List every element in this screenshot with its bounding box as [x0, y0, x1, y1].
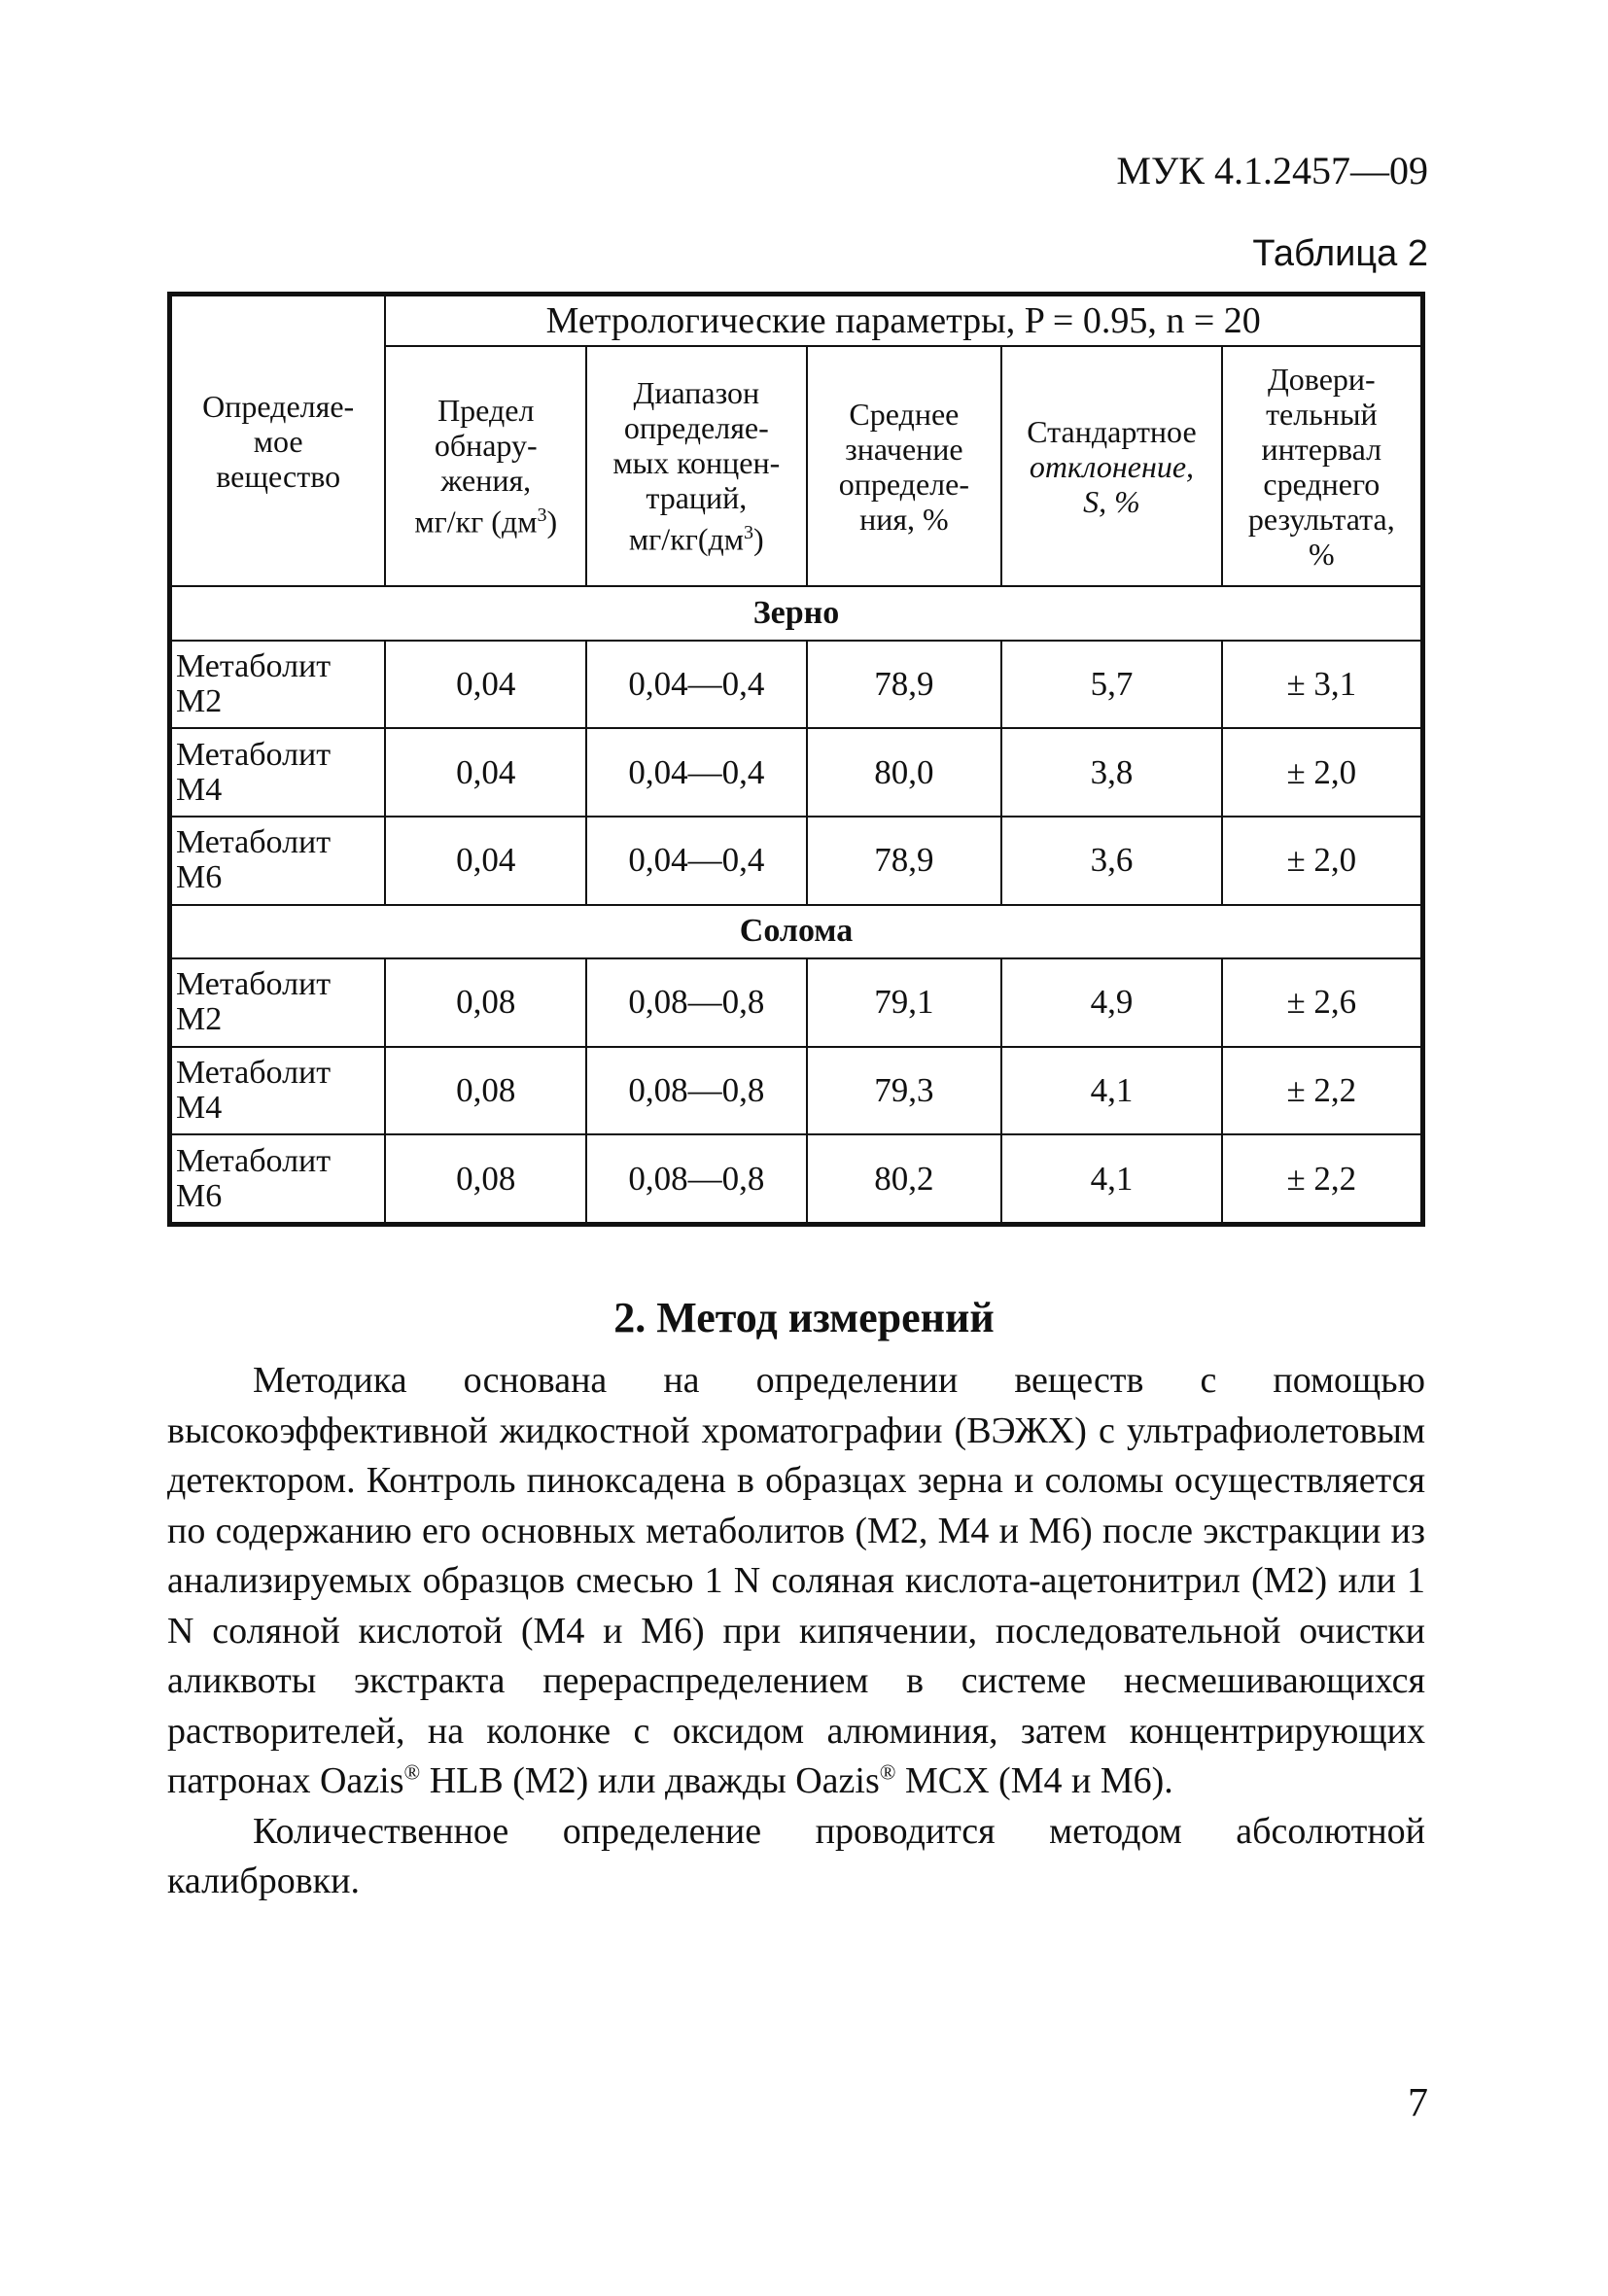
- page-number: 7: [1408, 2081, 1428, 2126]
- table-row: [170, 728, 1423, 817]
- interval-cell: ± 2,0: [1222, 817, 1423, 905]
- range-cell: 0,08—0,8: [586, 1134, 806, 1224]
- range-cell: 0,04—0,4: [586, 817, 806, 905]
- mean-cell: 78,9: [807, 817, 1002, 905]
- section-row-grain: Зерно: [170, 586, 1423, 641]
- document-code: МУК 4.1.2457—09: [1116, 149, 1428, 192]
- section-heading: 2. Метод измерений: [613, 1294, 995, 1341]
- mean-cell: 80,0: [807, 728, 1002, 817]
- interval-cell: ± 2,2: [1222, 1134, 1423, 1224]
- detection-limit-cell: 0,04: [385, 641, 586, 729]
- header-mean-value: Среднее значение определе- ния, %: [807, 346, 1002, 586]
- header-metrology-group: Метрологические параметры, P = 0.95, n = 20: [385, 295, 1422, 347]
- stdev-cell: 3,8: [1001, 728, 1221, 817]
- range-cell: 0,08—0,8: [586, 1047, 806, 1135]
- detection-limit-cell: 0,04: [385, 817, 586, 905]
- substance-name: Метаболит M2: [170, 958, 386, 1047]
- stdev-cell: 3,6: [1001, 817, 1221, 905]
- substance-name: Метаболит M6: [170, 1134, 386, 1224]
- interval-cell: ± 2,0: [1222, 728, 1423, 817]
- substance-name: Метаболит M4: [170, 728, 386, 817]
- stdev-cell: 4,1: [1001, 1047, 1221, 1135]
- stdev-cell: 4,1: [1001, 1134, 1221, 1224]
- header-substance: Определяе- мое вещество: [170, 295, 386, 587]
- stdev-cell: 5,7: [1001, 641, 1221, 729]
- mean-cell: 79,1: [807, 958, 1002, 1047]
- detection-limit-cell: 0,08: [385, 1134, 586, 1224]
- interval-cell: ± 3,1: [1222, 641, 1423, 729]
- range-cell: 0,08—0,8: [586, 958, 806, 1047]
- table-row: [170, 958, 1423, 1047]
- table-label: Таблица 2: [1252, 233, 1428, 274]
- paragraph-method: Методика основана на определении веществ с помощью высокоэффективной жидкостной хроматографии (ВЭЖХ) с ультрафиолетовым детектором. Контроль пиноксадена в образцах зерна и соломы осуществляется по содержанию его основных метаболитов (M2, M4 и M6) после экстракции из анализируемых образцов смесью 1 N соляная кислота-ацетонитрил (M2) или 1 N соляной кислотой (M4 и M6) при кипячении, последовательной очистки аликвоты экстракта перераспределением в системе несмешивающихся растворителей, на колонке с оксидом алюминия, затем концентрирующих патронах Oazis® HLB (M2) или дважды Oazis® MCX (M4 и M6).: [167, 1360, 1425, 1801]
- range-cell: 0,04—0,4: [586, 728, 806, 817]
- header-concentration-range: Диапазон определяе- мых концен- траций, $мг/кг(дм^3)$: [586, 346, 806, 586]
- detection-limit-cell: 0,08: [385, 958, 586, 1047]
- range-cell: 0,04—0,4: [586, 641, 806, 729]
- header-detection-limit: Предел обнару- жения, мг/кг $(дм^3)$: [385, 346, 586, 586]
- table-row: [170, 817, 1423, 905]
- section-row-straw: Солома: [170, 905, 1423, 959]
- table-row: [170, 1134, 1423, 1224]
- mean-cell: 79,3: [807, 1047, 1002, 1135]
- table-row: [170, 1047, 1423, 1135]
- section-body: [167, 1356, 1425, 1907]
- substance-name: Метаболит M6: [170, 817, 386, 905]
- interval-cell: ± 2,6: [1222, 958, 1423, 1047]
- header-confidence-interval: Довери- тельный интервал среднего результата, %: [1222, 346, 1423, 586]
- detection-limit-cell: 0,08: [385, 1047, 586, 1135]
- mean-cell: 78,9: [807, 641, 1002, 729]
- substance-name: Метаболит M2: [170, 641, 386, 729]
- table-row: [170, 641, 1423, 729]
- substance-name: Метаболит M4: [170, 1047, 386, 1135]
- detection-limit-cell: 0,04: [385, 728, 586, 817]
- paragraph-quantification: Количественное определение проводится методом абсолютной калибровки.: [167, 1810, 1425, 1901]
- metrology-table: [167, 292, 1425, 1227]
- header-standard-deviation: Стандартное отклонение, S, %: [1001, 346, 1221, 586]
- mean-cell: 80,2: [807, 1134, 1002, 1224]
- interval-cell: ± 2,2: [1222, 1047, 1423, 1135]
- stdev-cell: 4,9: [1001, 958, 1221, 1047]
